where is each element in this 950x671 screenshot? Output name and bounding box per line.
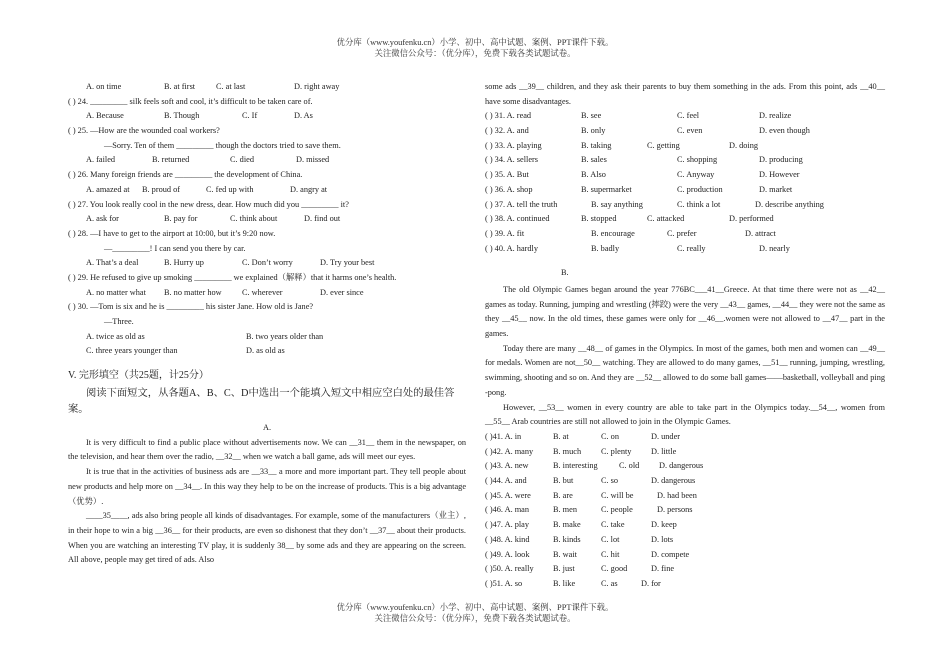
left-column — [68, 80, 466, 568]
option-a: ( )47. A. play — [485, 520, 530, 530]
section-instruction: 阅读下面短文，从各题A、B、C、D中选出一个能填入短文中相应空白处的最佳答案。 — [68, 388, 455, 416]
option-c: C. hit — [601, 549, 620, 559]
question-row — [485, 562, 885, 577]
option-b: B. are — [553, 490, 573, 500]
option-c: C. take — [601, 520, 625, 530]
question-24: ( ) 24. _________ silk feels soft and cool, it’s difficult to be taken care of. — [68, 96, 313, 106]
option-c: C. prefer — [667, 228, 697, 238]
option-c: C. died — [230, 155, 254, 165]
option-b: B. see — [581, 111, 602, 121]
option-c: C. feel — [677, 111, 700, 121]
option-c: C. will be — [601, 490, 634, 500]
q28-options — [68, 256, 466, 271]
option-a: ( ) 33. A. playing — [485, 140, 542, 150]
question-row — [485, 489, 885, 504]
question-30: ( ) 30. —Tom is six and he is _________ his sister Jane. How old is Jane? — [68, 302, 314, 312]
option-b: B. proud of — [142, 184, 181, 194]
option-a: ( )44. A. and — [485, 476, 527, 486]
option-c: C. think a lot — [677, 199, 721, 209]
passage-a-paragraph-3: ____35____, ads also bring people all kinds of disadvantages. For example, some of the manufacturers（业主）, in their hope to win a big __36__ for their products, are even so dishonest that they don’t __37__ about their products. When you are watching an interesting TV play, it is suddenly 38__ by some ads and they are appearing on the screen. All above, people may get tired of ads. Also — [68, 511, 466, 565]
option-b: B. say anything — [591, 199, 643, 209]
question-row — [485, 183, 885, 198]
option-a: ( )49. A. look — [485, 549, 530, 559]
option-c: C. so — [601, 476, 619, 486]
option-c: C. Don’t worry — [242, 258, 293, 268]
option-c: C. fed up with — [206, 184, 254, 194]
option-d: D. had been — [657, 490, 697, 500]
option-d: D. for — [641, 578, 661, 588]
footer-line-2: 关注微信公众号：（优分库），免费下载各类试题试卷。 — [374, 613, 576, 623]
question-row — [485, 242, 885, 257]
question-28-reply: —_________! I can send you there by car. — [104, 243, 246, 253]
option-a: ( ) 40. A. hardly — [485, 243, 538, 253]
option-d: D. ever since — [320, 287, 364, 297]
question-row — [485, 124, 885, 139]
option-a: ( )45. A. were — [485, 490, 531, 500]
option-b: B. supermarket — [581, 184, 632, 194]
passage-a-paragraph-1: It is very difficult to find a public place without advertisements now. We can __31__ them in the newspaper, on the television, and hear them over the radio, __32__ when we watch a ball game, ads will meet our eyes. — [68, 437, 466, 462]
option-d: D. right away — [294, 82, 340, 91]
option-a: ( ) 32. A. and — [485, 126, 529, 136]
option-d: D. little — [651, 446, 677, 456]
question-30-reply: —Three. — [104, 317, 134, 326]
option-c: C. people — [601, 505, 633, 515]
option-c: C. on — [601, 432, 619, 441]
q24-options — [68, 109, 466, 124]
option-a: ( ) 35. A. But — [485, 170, 529, 180]
option-c: C. wherever — [242, 287, 283, 297]
option-a: ( )43. A. new — [485, 461, 529, 471]
question-row — [485, 198, 885, 213]
option-b: B. make — [553, 520, 581, 530]
option-b: B. but — [553, 476, 574, 486]
option-d: D. under — [651, 432, 681, 441]
passage-b-paragraph-3: However, __53__ women in every country are able to take part in the Olympics today.__54__, women from __55__ Arab countries are still not allowed to join in the Olympic Games. — [485, 402, 885, 427]
option-c: C. three years younger than — [86, 346, 178, 356]
question-row — [485, 212, 885, 227]
option-b: B. Also — [581, 170, 606, 180]
option-b: B. returned — [152, 155, 190, 165]
option-b: B. two years older than — [246, 331, 324, 341]
section-heading: V. 完形填空（共25题，计25分） — [68, 370, 209, 382]
option-b: B. sales — [581, 155, 607, 165]
footer-line-1: 优分库（www.youfenku.cn）小学、初中、高中试题、案例、PPT课件下载。 — [336, 603, 614, 612]
option-d: D. performed — [729, 214, 774, 224]
option-b: B. like — [553, 578, 576, 588]
option-b: B. interesting — [553, 461, 598, 471]
option-c: C. Anyway — [677, 170, 715, 180]
question-row — [485, 474, 885, 489]
option-c: C. as — [601, 578, 618, 588]
question-row — [485, 227, 885, 242]
question-29: ( ) 29. He refused to give up smoking _________ we explained（解释）that it harms one’s health. — [68, 272, 397, 282]
option-d: D. attract — [745, 228, 776, 238]
option-b: B. Hurry up — [164, 258, 204, 268]
option-a: ( )50. A. really — [485, 564, 534, 574]
option-a: ( ) 38. A. continued — [485, 214, 550, 224]
option-a: A. Because — [86, 111, 124, 121]
option-c: C. production — [677, 184, 723, 194]
option-a: A. That’s a deal — [86, 258, 139, 268]
option-a: ( ) 39. A. fit — [485, 228, 525, 238]
option-b: B. stopped — [581, 214, 617, 224]
option-a: ( ) 34. A. sellers — [485, 155, 538, 165]
passage-a-paragraph-2: It is true that in the activities of business ads are __33__ a more and more important part. They tell people about new products and help more on __34__. In this way they help to be on the increase of products. This is a big advantage（优势）. — [68, 467, 466, 506]
option-d: D. doing — [729, 140, 759, 150]
q29-options — [68, 286, 466, 301]
option-d: D. As — [294, 111, 313, 121]
question-row — [485, 153, 885, 168]
passage-b-paragraph-1: The old Olympic Games began around the year 776BC___41__Greece. At that time there were not as __42__ games as today. Running, jumping and wrestling (摔跤) were the very __43__ games, __44__ they were not the same as they __45__ now. In the old times, these games were only for __46__.women were not allowed to __47__ part in the games. — [485, 284, 885, 339]
option-a: ( )41. A. in — [485, 432, 522, 441]
question-row — [485, 548, 885, 563]
option-b: B. encourage — [591, 228, 635, 238]
option-c: C. old — [619, 461, 640, 471]
question-row — [485, 445, 885, 460]
option-b: B. no matter how — [164, 287, 222, 297]
option-d: D. angry at — [290, 184, 328, 194]
passage-b-label: B. — [561, 268, 569, 278]
question-row — [485, 459, 885, 474]
option-a: ( )51. A. so — [485, 578, 523, 588]
option-d: D. lots — [651, 534, 674, 544]
questions-31-40 — [485, 109, 885, 256]
question-row — [485, 109, 885, 124]
option-d: D. describe anything — [755, 199, 824, 209]
option-b: B. wait — [553, 549, 577, 559]
option-d: D. missed — [296, 155, 330, 165]
option-c: C. plenty — [601, 446, 632, 456]
option-a: ( )46. A. man — [485, 505, 530, 515]
header-line-1: 优分库（www.youfenku.cn）小学、初中、高中试题、案例、PPT课件下载。 — [336, 38, 614, 47]
option-b: B. pay for — [164, 214, 198, 224]
passage-a-label: A. — [262, 423, 272, 433]
q26-options — [68, 183, 466, 198]
right-column — [485, 80, 885, 592]
option-b: B. badly — [591, 243, 620, 253]
question-row — [485, 503, 885, 518]
question-27: ( ) 27. You look really cool in the new dress, dear. How much did you _________ it? — [68, 199, 349, 209]
question-row — [485, 577, 885, 592]
question-25-reply: —Sorry. Ten of them _________ though the doctors tried to save them. — [104, 140, 341, 150]
option-a: A. twice as old as — [86, 331, 145, 341]
option-b: B. taking — [581, 140, 612, 150]
option-c: C. think about — [230, 214, 278, 224]
questions-41-51 — [485, 430, 885, 592]
option-d: D. dangerous — [659, 461, 704, 471]
q30-options-row-1 — [68, 330, 466, 345]
option-c: C. attacked — [647, 214, 685, 224]
option-d: D. even though — [759, 126, 810, 136]
option-a: ( ) 36. A. shop — [485, 184, 533, 194]
option-c: C. getting — [647, 140, 680, 150]
option-d: D. producing — [759, 155, 803, 165]
option-c: C. good — [601, 564, 628, 574]
page-header — [0, 38, 950, 59]
option-a: A. no matter what — [86, 287, 146, 297]
option-a: ( )48. A. kind — [485, 534, 530, 544]
option-d: D. persons — [657, 505, 693, 515]
option-c: C. even — [677, 126, 703, 136]
option-d: D. However — [759, 170, 800, 180]
option-d: D. market — [759, 184, 793, 194]
option-b: B. at — [553, 432, 569, 441]
question-26: ( ) 26. Many foreign friends are _________ the development of China. — [68, 170, 303, 180]
option-c: C. really — [677, 243, 706, 253]
option-a: ( ) 37. A. tell the truth — [485, 199, 558, 209]
option-a: A. failed — [86, 155, 116, 165]
question-row — [485, 430, 885, 445]
question-row — [485, 139, 885, 154]
passage-a-continued: some ads __39__ children, and they ask their parents to buy them something in the ads. From this point, ads __40__ have some disadvantages. — [485, 82, 885, 106]
option-c: C. If — [242, 111, 258, 121]
question-row — [485, 518, 885, 533]
option-a: A. on time — [86, 82, 122, 91]
page-footer — [0, 603, 950, 624]
option-b: B. just — [553, 564, 575, 574]
option-b: B. men — [553, 505, 577, 515]
option-a: ( )42. A. many — [485, 446, 534, 456]
question-row — [485, 168, 885, 183]
option-b: B. at first — [164, 82, 196, 91]
option-b: B. only — [581, 126, 606, 136]
option-d: D. nearly — [759, 243, 790, 253]
option-a: ( ) 31. A. read — [485, 111, 532, 121]
option-d: D. realize — [759, 111, 792, 121]
option-c: C. lot — [601, 534, 620, 544]
option-c: C. at last — [216, 82, 246, 91]
passage-b-paragraph-2: Today there are many __48__ of games in the Olympics. In most of the games, both men and women can __49__ for medals. Women are not__50__ watching. They are allowed to do many games, __51__ running, jumping, wrestling, swimming, shooting and so on. And they are __52__ allowed to do some ball games——basketball, volleyball and ping -pong. — [485, 343, 885, 397]
option-d: D. keep — [651, 520, 677, 530]
header-line-2: 关注微信公众号：（优分库），免费下载各类试题试卷。 — [374, 48, 576, 58]
option-d: D. compete — [651, 549, 690, 559]
q27-options — [68, 212, 466, 227]
question-25: ( ) 25. —How are the wounded coal workers? — [68, 126, 220, 136]
option-d: D. fine — [651, 564, 675, 574]
option-b: B. Though — [164, 111, 200, 121]
option-a: A. ask for — [86, 214, 119, 224]
question-row — [485, 533, 885, 548]
q25-options — [68, 153, 466, 168]
option-b: B. much — [553, 446, 582, 456]
option-b: B. kinds — [553, 534, 581, 544]
q30-options-row-2 — [68, 344, 466, 359]
question-28: ( ) 28. —I have to get to the airport at 10:00, but it’s 9:20 now. — [68, 228, 276, 238]
option-a: A. amazed at — [86, 184, 130, 194]
option-c: C. shopping — [677, 155, 718, 165]
q23-options — [68, 80, 466, 95]
option-d: D. dangerous — [651, 476, 696, 486]
option-d: D. as old as — [246, 346, 285, 356]
option-d: D. find out — [304, 214, 341, 224]
option-d: D. Try your best — [320, 258, 375, 268]
